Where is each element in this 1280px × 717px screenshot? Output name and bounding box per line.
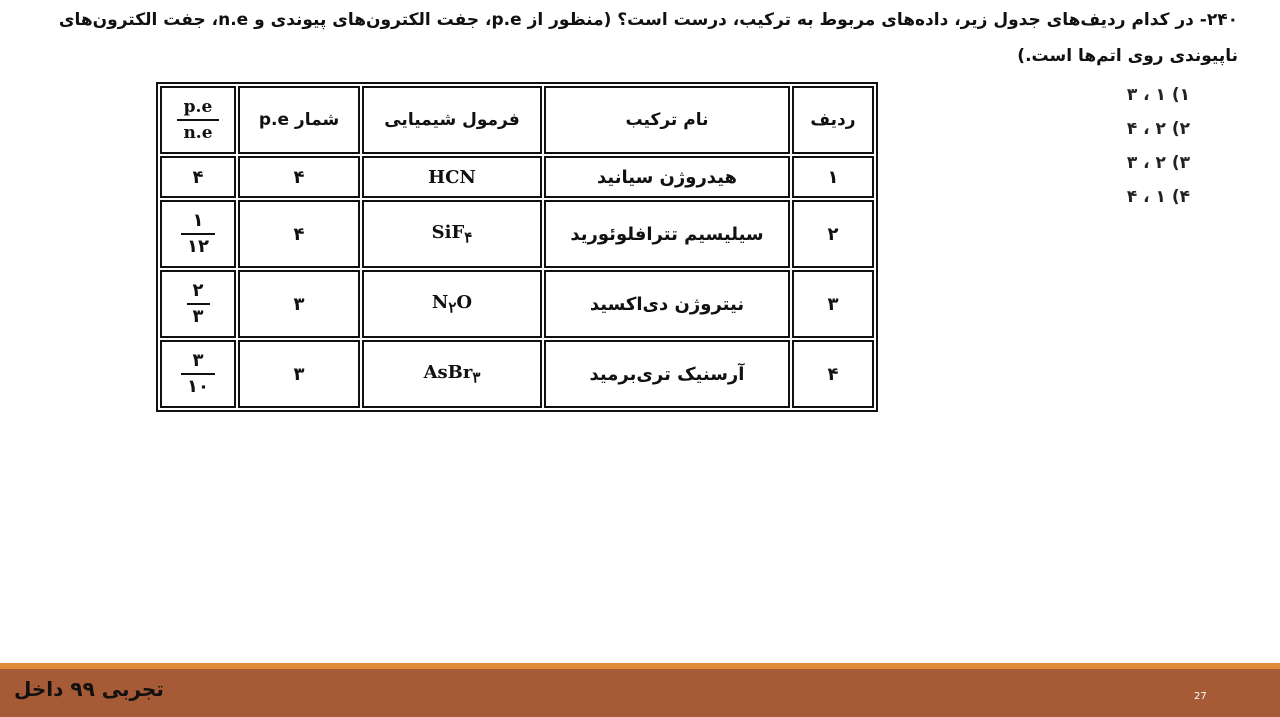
answer-option-2[interactable]: ۲) ۲ ، ۴ <box>1126 119 1190 139</box>
compound-table-wrapper <box>156 82 878 412</box>
header-ratio-num: p.e <box>183 97 213 117</box>
formula-base: AsBr <box>423 361 473 383</box>
ratio-num: ۲ <box>192 280 204 301</box>
header-ratio <box>160 86 236 154</box>
ratio-fraction <box>181 209 215 259</box>
formula-subscript: ۲ <box>448 298 457 317</box>
header-ratio-fraction <box>177 95 218 145</box>
ratio-den: ۳ <box>187 303 210 329</box>
cell-formula <box>362 200 542 268</box>
cell-radif: ۳ <box>792 270 874 338</box>
cell-pe: ۴ <box>238 200 360 268</box>
cell-radif: ۴ <box>792 340 874 408</box>
question-text: ۲۴۰- در کدام ردیف‌های جدول زیر، داده‌های مربوط به ترکیب، درست است؟ (منظور از p.e، جفت الکترون‌های پیوندی و n.e، جفت الکترون‌های ناپیوندی روی اتم‌ها است.) <box>58 10 1238 66</box>
answer-option-1[interactable]: ۱) ۱ ، ۳ <box>1126 85 1190 105</box>
header-ratio-den: n.e <box>177 119 218 145</box>
header-formula: فرمول شیمیایی <box>362 86 542 154</box>
answer-option-3[interactable]: ۳) ۲ ، ۳ <box>1126 153 1190 173</box>
table-header-row <box>160 86 874 154</box>
cell-name: آرسنیک تری‌برمید <box>544 340 790 408</box>
cell-radif: ۲ <box>792 200 874 268</box>
table-row <box>160 270 874 338</box>
cell-pe: ۳ <box>238 340 360 408</box>
cell-pe: ۳ <box>238 270 360 338</box>
compound-table <box>156 82 878 412</box>
footer-bar <box>0 663 1280 717</box>
table-row <box>160 200 874 268</box>
cell-formula <box>362 340 542 408</box>
page-number: 27 <box>1194 691 1207 702</box>
formula-base: SiF <box>431 221 465 243</box>
cell-ratio: ۴ <box>160 156 236 198</box>
formula-subscript: ۴ <box>464 228 473 247</box>
ratio-fraction <box>181 349 215 399</box>
cell-ratio <box>160 270 236 338</box>
cell-name: هیدروژن سیانید <box>544 156 790 198</box>
cell-name: نیتروژن دی‌اکسید <box>544 270 790 338</box>
table-row <box>160 340 874 408</box>
footer-title: تجربی ۹۹ داخل <box>14 677 164 701</box>
ratio-num: ۱ <box>192 210 204 231</box>
ratio-den: ۱۲ <box>181 233 215 259</box>
header-pe-count: شمار p.e <box>238 86 360 154</box>
formula-subscript: ۳ <box>472 368 481 387</box>
cell-pe: ۴ <box>238 156 360 198</box>
answer-option-4[interactable]: ۴) ۱ ، ۴ <box>1126 187 1190 207</box>
cell-ratio <box>160 340 236 408</box>
cell-name: سیلیسیم تترافلوئورید <box>544 200 790 268</box>
cell-ratio <box>160 200 236 268</box>
formula-tail: O <box>456 291 473 313</box>
header-name: نام ترکیب <box>544 86 790 154</box>
cell-formula: HCN <box>362 156 542 198</box>
cell-formula <box>362 270 542 338</box>
answer-options <box>1070 78 1190 214</box>
cell-radif: ۱ <box>792 156 874 198</box>
ratio-fraction <box>187 279 210 329</box>
header-radif: ردیف <box>792 86 874 154</box>
table-row <box>160 156 874 198</box>
formula-base: N <box>431 291 449 313</box>
ratio-num: ۳ <box>192 350 204 371</box>
ratio-den: ۱۰ <box>181 373 215 399</box>
